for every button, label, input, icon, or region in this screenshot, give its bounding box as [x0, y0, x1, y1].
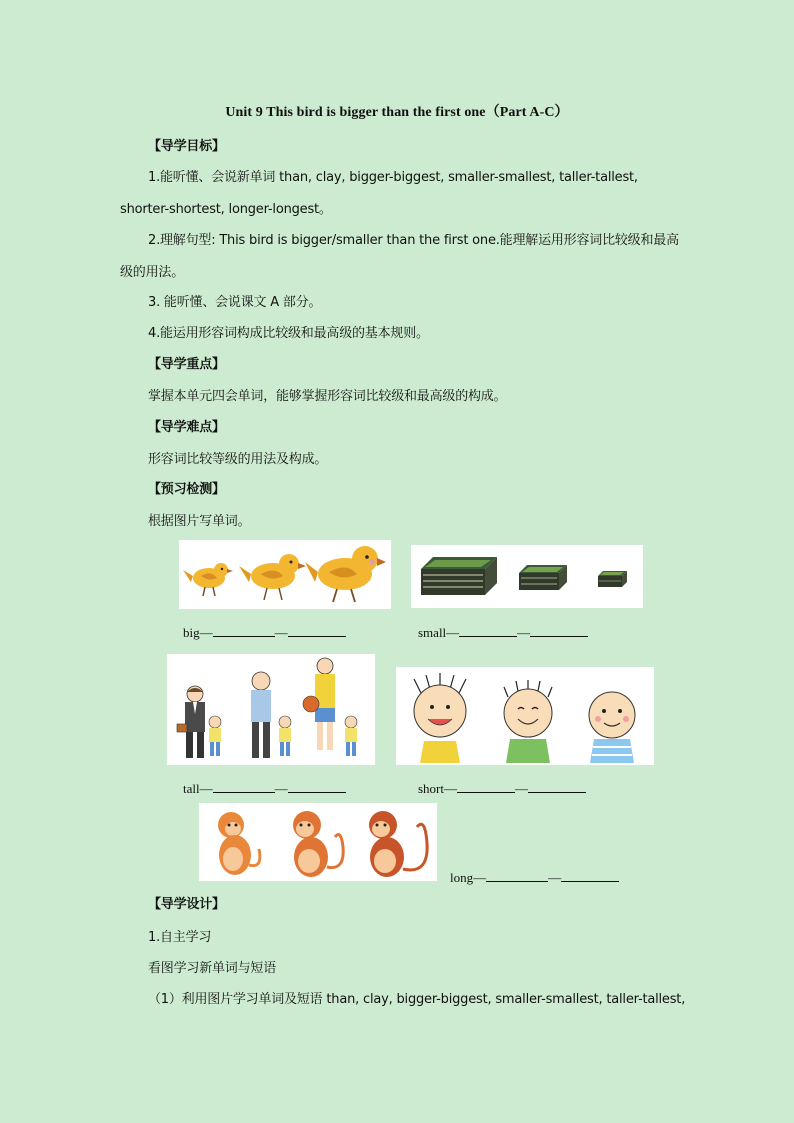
goal-3: 3. 能听懂、会说课文 A 部分。 — [148, 295, 322, 310]
birds-illustration — [179, 540, 391, 609]
goal-2-line-1: 2.理解句型: This bird is bigger/smaller than the first one.能理解运用形容词比较级和最高 — [148, 233, 679, 248]
big-comparative-blank[interactable] — [213, 626, 275, 637]
preview-heading: 【预习检测】 — [148, 482, 225, 497]
difficult-text: 形容词比较等级的用法及构成。 — [148, 452, 328, 467]
exercise-short-label: short— — [418, 781, 457, 796]
books-illustration — [411, 545, 643, 608]
key-text: 掌握本单元四会单词，能够掌握形容词比较级和最高级的构成。 — [148, 389, 507, 404]
exercise-short — [418, 781, 586, 797]
small-comparative-blank[interactable] — [459, 626, 517, 637]
exercise-small-label: small— — [418, 625, 460, 640]
page-title: Unit 9 This bird is bigger than the first one（Part A-C） — [225, 105, 569, 120]
exercise-tall-dash: — — [274, 781, 288, 796]
long-superlative-blank[interactable] — [561, 871, 619, 882]
goal-4: 4.能运用形容词构成比较级和最高级的基本规则。 — [148, 326, 429, 341]
design-step-1: 1.自主学习 — [148, 930, 212, 945]
tall-superlative-blank[interactable] — [288, 782, 346, 793]
small-superlative-blank[interactable] — [530, 626, 588, 637]
goal-1-line-2: shorter-shortest, longer-longest。 — [120, 202, 332, 217]
goal-2-line-2: 级的用法。 — [120, 265, 185, 280]
key-heading: 【导学重点】 — [148, 357, 225, 372]
tall-comparative-blank[interactable] — [213, 782, 275, 793]
boys-illustration — [396, 667, 654, 765]
people-illustration — [167, 654, 375, 765]
preview-text: 根据图片写单词。 — [148, 514, 251, 529]
short-comparative-blank[interactable] — [457, 782, 515, 793]
design-step-3: （1）利用图片学习单词及短语 than, clay, bigger-biggest, smaller-smallest, taller-tallest, — [148, 992, 686, 1007]
design-heading: 【导学设计】 — [148, 897, 225, 912]
long-comparative-blank[interactable] — [486, 871, 548, 882]
exercise-tall-label: tall— — [183, 781, 213, 796]
exercise-short-dash: — — [515, 781, 528, 796]
difficult-heading: 【导学难点】 — [148, 420, 225, 435]
exercise-tall — [183, 781, 346, 797]
monkeys-illustration — [199, 803, 437, 881]
exercise-small — [418, 625, 588, 641]
exercise-big — [183, 625, 346, 641]
exercise-long-dash: — — [548, 870, 562, 885]
exercise-long — [450, 870, 619, 886]
exercise-big-label: big— — [183, 625, 213, 640]
exercise-big-dash: — — [274, 625, 288, 640]
goals-heading: 【导学目标】 — [148, 139, 225, 154]
design-step-2: 看图学习新单词与短语 — [148, 961, 277, 976]
exercise-long-label: long— — [450, 870, 487, 885]
big-superlative-blank[interactable] — [288, 626, 346, 637]
short-superlative-blank[interactable] — [528, 782, 586, 793]
exercise-small-dash: — — [517, 625, 531, 640]
goal-1-line-1: 1.能听懂、会说新单词 than, clay, bigger-biggest, smaller-smallest, taller-tallest, — [148, 170, 638, 185]
